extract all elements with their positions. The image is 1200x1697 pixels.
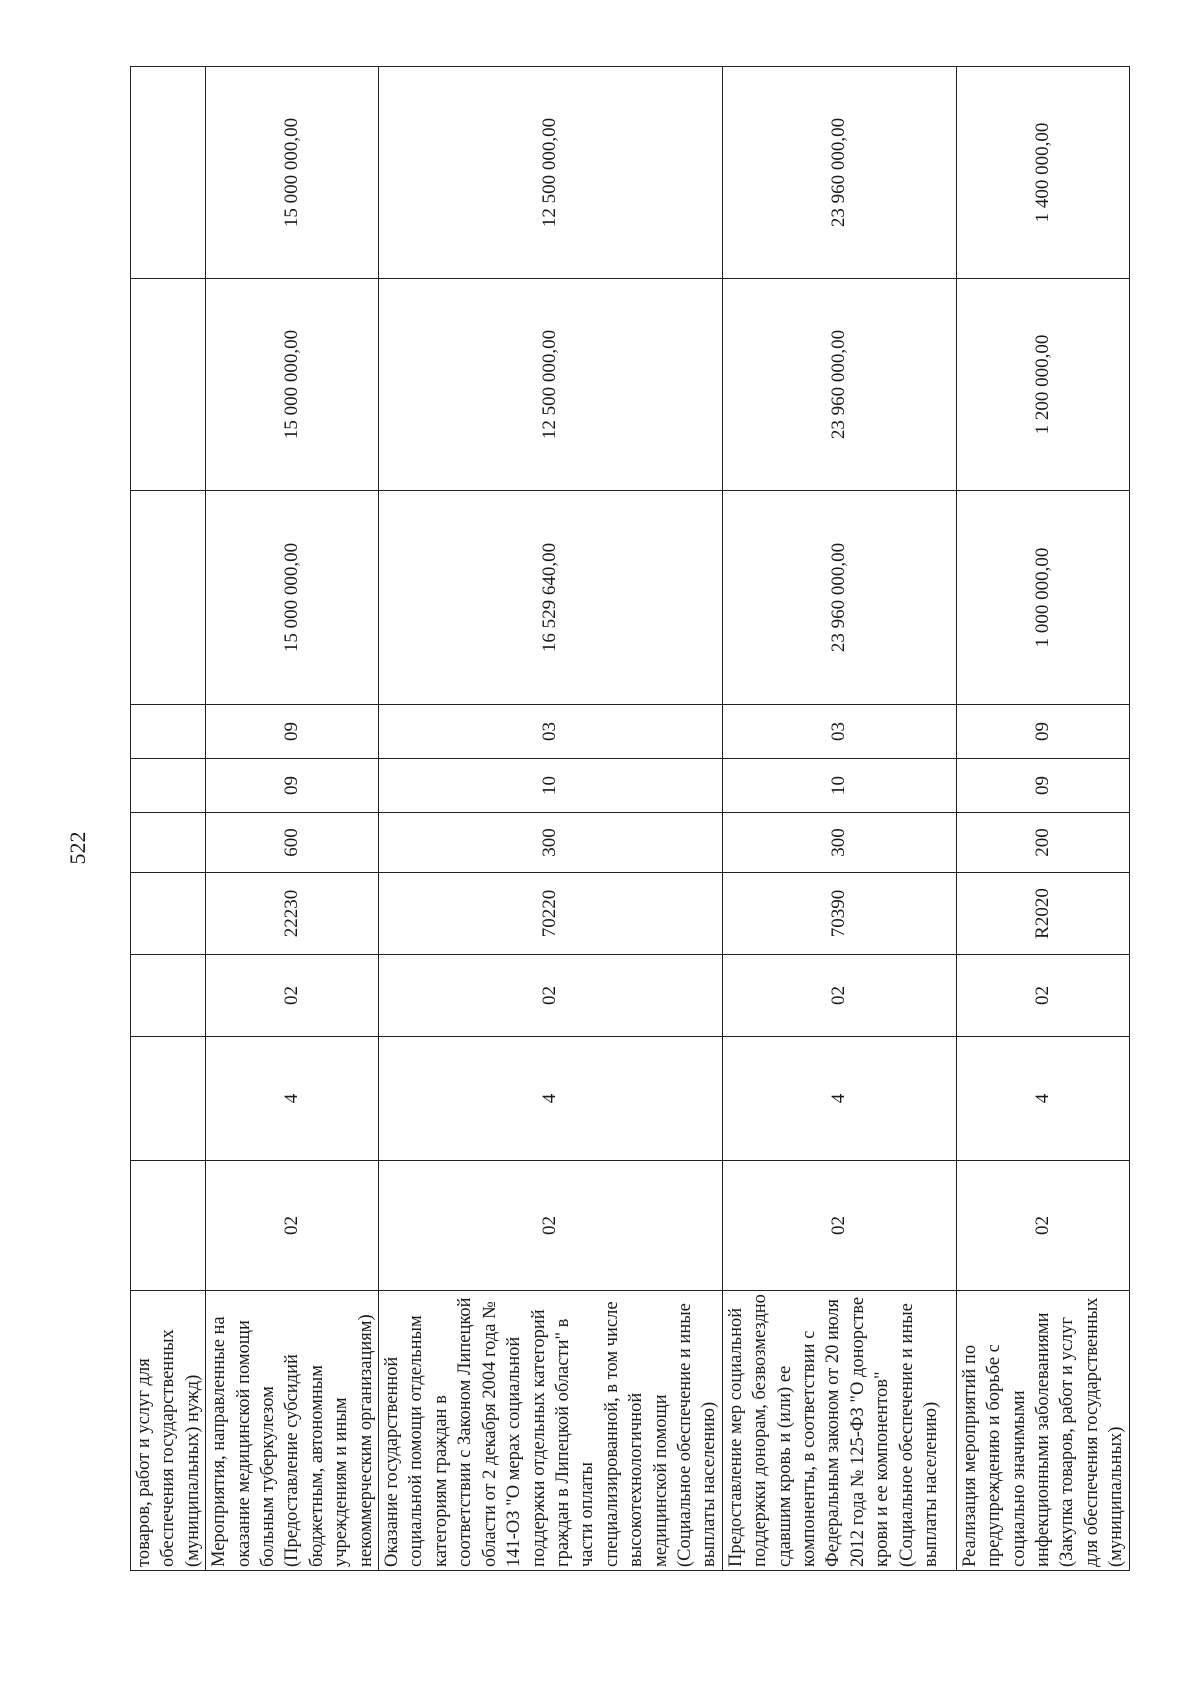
main-event-code: 02 (722, 955, 956, 1037)
row-description: Мероприятия, направленные на оказание медицинской помощи больным туберкулезом (Предоставление субсидий бюджетным, автономным учреждениям и иным некоммерческим организациям) (206, 1291, 379, 1571)
amount-2 (131, 279, 206, 491)
subsection-code: 03 (722, 705, 956, 759)
subprogram-code: 4 (956, 1037, 1129, 1161)
amount-2: 23 960 000,00 (722, 279, 956, 491)
section-code: 10 (379, 759, 723, 813)
main-event-code: 02 (206, 955, 379, 1037)
expense-type-code (131, 813, 206, 873)
direction-code: 22230 (206, 873, 379, 955)
amount-2: 1 200 000,00 (956, 279, 1129, 491)
amount-3: 1 400 000,00 (956, 67, 1129, 279)
row-description: Предоставление мер социальной поддержки донорам, безвозмездно сдавшим кровь и (или) ее компоненты, в соответствии с Федеральным законом от 20 июля 2012 года № 125-ФЗ "О донорстве крови и ее компонентов" (Социальное обеспечение и иные выплаты населению) (722, 1291, 956, 1571)
amount-2: 12 500 000,00 (379, 279, 723, 491)
section-code: 10 (722, 759, 956, 813)
table-row (206, 67, 379, 1571)
amount-3: 12 500 000,00 (379, 67, 723, 279)
main-event-code: 02 (956, 955, 1129, 1037)
section-code (131, 759, 206, 813)
program-code: 02 (206, 1161, 379, 1291)
budget-table (130, 66, 1130, 1571)
subsection-code: 09 (956, 705, 1129, 759)
amount-1: 15 000 000,00 (206, 491, 379, 705)
expense-type-code: 200 (956, 813, 1129, 873)
table-row (722, 67, 956, 1571)
direction-code: 70220 (379, 873, 723, 955)
expense-type-code: 600 (206, 813, 379, 873)
table-row (956, 67, 1129, 1571)
main-event-code (131, 955, 206, 1037)
amount-2: 15 000 000,00 (206, 279, 379, 491)
subprogram-code: 4 (722, 1037, 956, 1161)
subsection-code: 03 (379, 705, 723, 759)
expense-type-code: 300 (379, 813, 723, 873)
row-description: товаров, работ и услуг для обеспечения государственных (муниципальных) нужд) (131, 1291, 206, 1571)
direction-code (131, 873, 206, 955)
amount-3: 23 960 000,00 (722, 67, 956, 279)
subsection-code (131, 705, 206, 759)
amount-1: 1 000 000,00 (956, 491, 1129, 705)
row-description: Оказание государственной социальной помощи отдельным категориям граждан в соответствии с Законом Липецкой области от 2 декабря 2004 года № 141-ОЗ "О мерах социальной поддержки отдельных категорий граждан в Липецкой области" в части оплаты специализированной, в том числе высокотехнологичной медицинской помощи (Социальное обеспечение и иные выплаты населению) (379, 1291, 723, 1571)
budget-table-rotated (130, 67, 1127, 1571)
row-description: Реализация мероприятий по предупреждению и борьбе с социально значимыми инфекционными заболеваниями (Закупка товаров, работ и услуг для обеспечения государственных (муниципальных) (956, 1291, 1129, 1571)
direction-code: R2020 (956, 873, 1129, 955)
page-number: 522 (65, 831, 90, 865)
expense-type-code: 300 (722, 813, 956, 873)
main-event-code: 02 (379, 955, 723, 1037)
subsection-code: 09 (206, 705, 379, 759)
subprogram-code: 4 (206, 1037, 379, 1161)
section-code: 09 (206, 759, 379, 813)
program-code: 02 (956, 1161, 1129, 1291)
section-code: 09 (956, 759, 1129, 813)
amount-1 (131, 491, 206, 705)
program-code: 02 (379, 1161, 723, 1291)
amount-3: 15 000 000,00 (206, 67, 379, 279)
program-code: 02 (722, 1161, 956, 1291)
direction-code: 70390 (722, 873, 956, 955)
table-row (131, 67, 206, 1571)
program-code (131, 1161, 206, 1291)
amount-1: 23 960 000,00 (722, 491, 956, 705)
table-row (379, 67, 723, 1571)
amount-3 (131, 67, 206, 279)
subprogram-code: 4 (379, 1037, 723, 1161)
amount-1: 16 529 640,00 (379, 491, 723, 705)
subprogram-code (131, 1037, 206, 1161)
